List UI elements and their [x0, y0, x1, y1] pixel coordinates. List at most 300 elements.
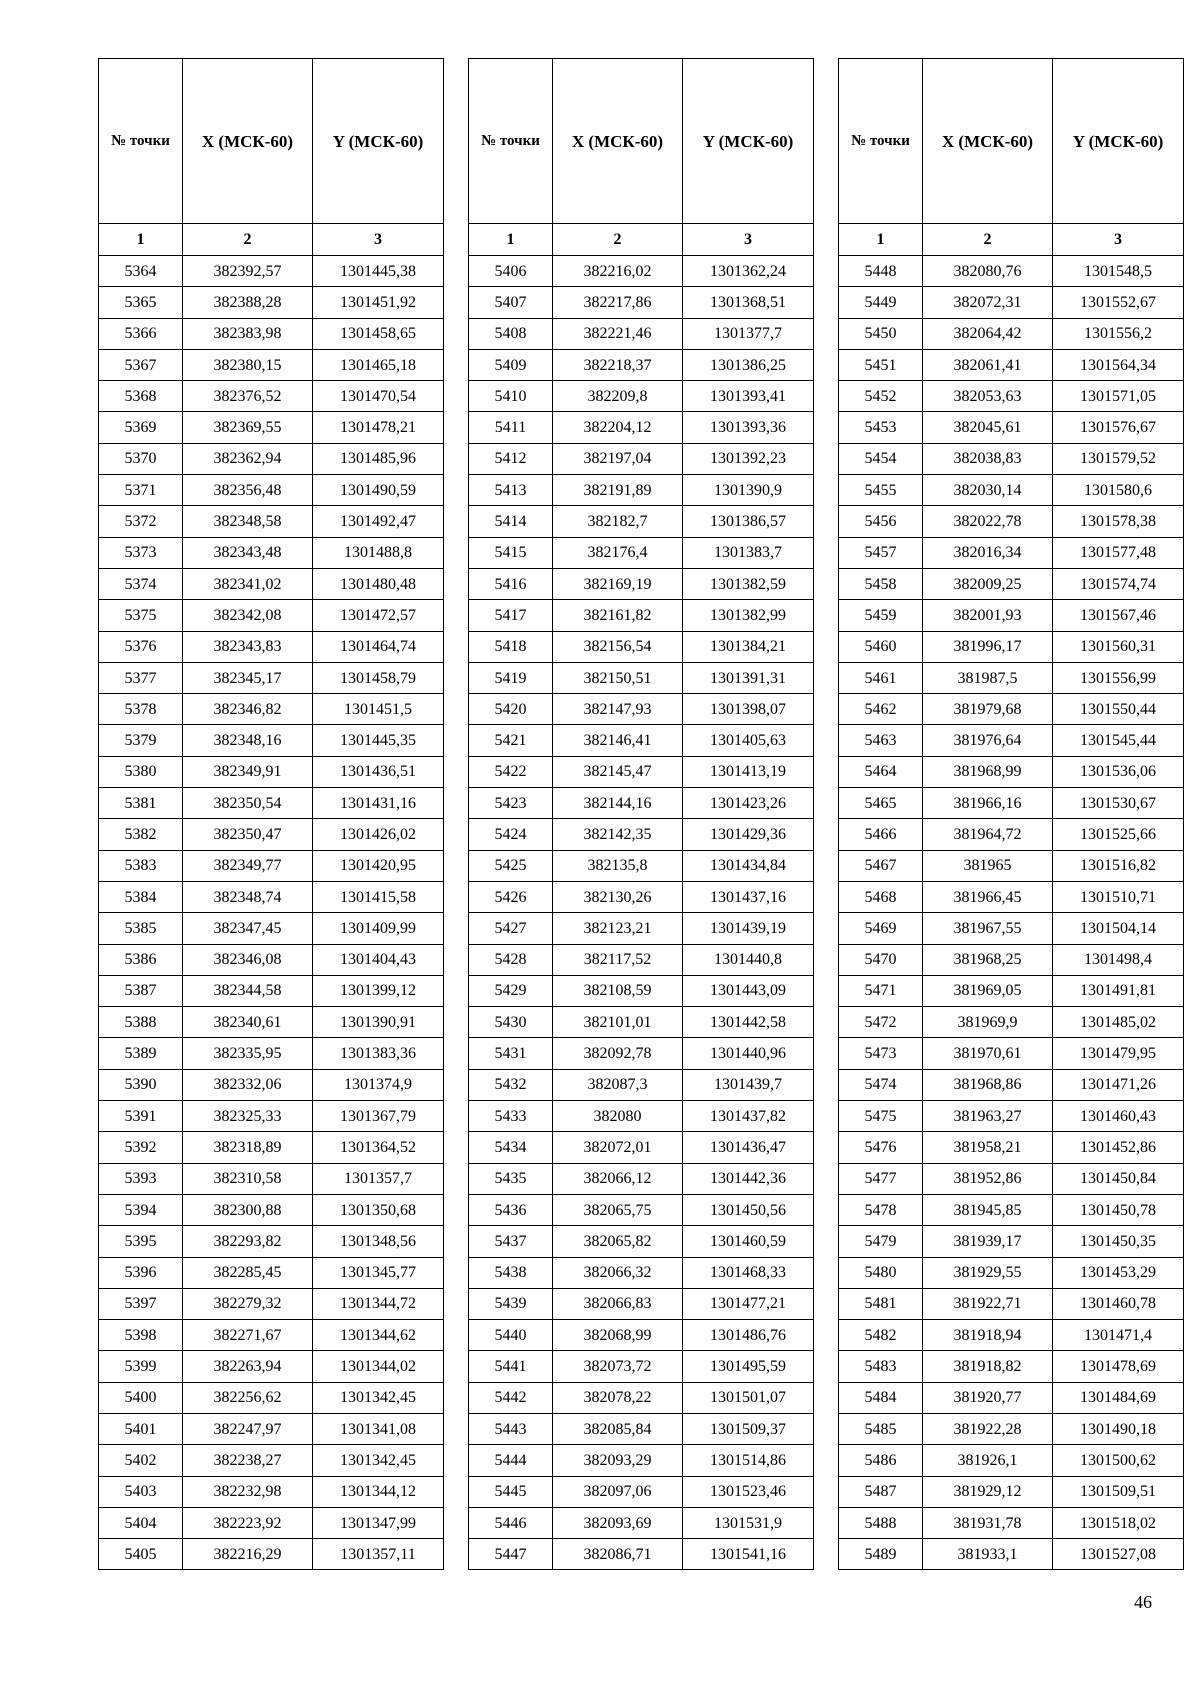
point-number-cell: 5489	[839, 1539, 923, 1570]
y-coordinate-cell: 1301525,66	[1053, 819, 1184, 850]
table-row	[99, 506, 444, 537]
column-number: 2	[553, 224, 683, 256]
y-coordinate-cell: 1301530,67	[1053, 788, 1184, 819]
x-coordinate-cell: 382344,58	[183, 975, 313, 1006]
y-coordinate-cell: 1301437,16	[683, 881, 814, 912]
point-number-cell: 5487	[839, 1476, 923, 1507]
x-coordinate-cell: 381939,17	[923, 1226, 1053, 1257]
y-coordinate-cell: 1301439,19	[683, 913, 814, 944]
x-coordinate-cell: 382086,71	[553, 1539, 683, 1570]
y-coordinate-cell: 1301465,18	[313, 349, 444, 380]
column-number: 1	[839, 224, 923, 256]
point-number-cell: 5389	[99, 1038, 183, 1069]
y-coordinate-cell: 1301377,7	[683, 318, 814, 349]
column-number: 1	[99, 224, 183, 256]
table-row	[839, 1320, 1184, 1351]
x-coordinate-cell: 382348,74	[183, 881, 313, 912]
header-y-coordinate: Y (МСК-60)	[1053, 59, 1184, 224]
x-coordinate-cell: 382348,16	[183, 725, 313, 756]
y-coordinate-cell: 1301450,35	[1053, 1226, 1184, 1257]
table-row	[839, 788, 1184, 819]
point-number-cell: 5387	[99, 975, 183, 1006]
x-coordinate-cell: 382065,75	[553, 1194, 683, 1225]
table-row	[469, 756, 814, 787]
table-row	[469, 788, 814, 819]
x-coordinate-cell: 382341,02	[183, 568, 313, 599]
y-coordinate-cell: 1301460,78	[1053, 1288, 1184, 1319]
x-coordinate-cell: 382072,01	[553, 1132, 683, 1163]
point-number-cell: 5461	[839, 662, 923, 693]
y-coordinate-cell: 1301491,81	[1053, 975, 1184, 1006]
point-number-cell: 5449	[839, 287, 923, 318]
point-number-cell: 5395	[99, 1226, 183, 1257]
header-y-coordinate: Y (МСК-60)	[683, 59, 814, 224]
y-coordinate-cell: 1301445,35	[313, 725, 444, 756]
table-row	[469, 944, 814, 975]
y-coordinate-cell: 1301552,67	[1053, 287, 1184, 318]
y-coordinate-cell: 1301390,91	[313, 1007, 444, 1038]
table-row	[469, 1507, 814, 1538]
y-coordinate-cell: 1301477,21	[683, 1288, 814, 1319]
y-coordinate-cell: 1301341,08	[313, 1413, 444, 1444]
y-coordinate-cell: 1301472,57	[313, 600, 444, 631]
table-row	[99, 662, 444, 693]
column-number-row	[839, 224, 1184, 256]
table-header-row	[839, 59, 1184, 224]
point-number-cell: 5414	[469, 506, 553, 537]
y-coordinate-cell: 1301576,67	[1053, 412, 1184, 443]
y-coordinate-cell: 1301390,9	[683, 475, 814, 506]
x-coordinate-cell: 381968,25	[923, 944, 1053, 975]
y-coordinate-cell: 1301471,4	[1053, 1320, 1184, 1351]
header-x-coordinate: X (МСК-60)	[923, 59, 1053, 224]
y-coordinate-cell: 1301450,56	[683, 1194, 814, 1225]
y-coordinate-cell: 1301391,31	[683, 662, 814, 693]
point-number-cell: 5452	[839, 381, 923, 412]
x-coordinate-cell: 381922,28	[923, 1413, 1053, 1444]
point-number-cell: 5418	[469, 631, 553, 662]
point-number-cell: 5425	[469, 850, 553, 881]
coordinates-table-2	[468, 58, 814, 1570]
y-coordinate-cell: 1301404,43	[313, 944, 444, 975]
y-coordinate-cell: 1301431,16	[313, 788, 444, 819]
header-y-coordinate: Y (МСК-60)	[313, 59, 444, 224]
point-number-cell: 5476	[839, 1132, 923, 1163]
x-coordinate-cell: 382053,63	[923, 381, 1053, 412]
table-row	[839, 412, 1184, 443]
table-row	[469, 1413, 814, 1444]
x-coordinate-cell: 382065,82	[553, 1226, 683, 1257]
y-coordinate-cell: 1301484,69	[1053, 1382, 1184, 1413]
y-coordinate-cell: 1301514,86	[683, 1445, 814, 1476]
point-number-cell: 5460	[839, 631, 923, 662]
table-row	[469, 1257, 814, 1288]
y-coordinate-cell: 1301567,46	[1053, 600, 1184, 631]
point-number-cell: 5488	[839, 1507, 923, 1538]
x-coordinate-cell: 382293,82	[183, 1226, 313, 1257]
x-coordinate-cell: 382135,8	[553, 850, 683, 881]
y-coordinate-cell: 1301344,12	[313, 1476, 444, 1507]
point-number-cell: 5467	[839, 850, 923, 881]
x-coordinate-cell: 382045,61	[923, 412, 1053, 443]
table-row	[469, 975, 814, 1006]
table-row	[469, 694, 814, 725]
x-coordinate-cell: 382340,61	[183, 1007, 313, 1038]
table-row	[99, 1445, 444, 1476]
point-number-cell: 5446	[469, 1507, 553, 1538]
point-number-cell: 5415	[469, 537, 553, 568]
point-number-cell: 5440	[469, 1320, 553, 1351]
y-coordinate-cell: 1301440,8	[683, 944, 814, 975]
header-point-number: № точки	[99, 59, 183, 224]
point-number-cell: 5383	[99, 850, 183, 881]
point-number-cell: 5456	[839, 506, 923, 537]
point-number-cell: 5382	[99, 819, 183, 850]
y-coordinate-cell: 1301342,45	[313, 1445, 444, 1476]
x-coordinate-cell: 382085,84	[553, 1413, 683, 1444]
x-coordinate-cell: 381970,61	[923, 1038, 1053, 1069]
x-coordinate-cell: 382061,41	[923, 349, 1053, 380]
y-coordinate-cell: 1301541,16	[683, 1539, 814, 1570]
point-number-cell: 5436	[469, 1194, 553, 1225]
x-coordinate-cell: 381987,5	[923, 662, 1053, 693]
table-row	[99, 318, 444, 349]
table-row	[839, 1101, 1184, 1132]
table-row	[839, 1507, 1184, 1538]
y-coordinate-cell: 1301509,37	[683, 1413, 814, 1444]
x-coordinate-cell: 382146,41	[553, 725, 683, 756]
table-header-row	[99, 59, 444, 224]
table-row	[839, 1476, 1184, 1507]
y-coordinate-cell: 1301453,29	[1053, 1257, 1184, 1288]
x-coordinate-cell: 382092,78	[553, 1038, 683, 1069]
table-header-row	[469, 59, 814, 224]
y-coordinate-cell: 1301426,02	[313, 819, 444, 850]
table-row	[469, 1101, 814, 1132]
y-coordinate-cell: 1301440,96	[683, 1038, 814, 1069]
point-number-cell: 5441	[469, 1351, 553, 1382]
table-row	[839, 913, 1184, 944]
x-coordinate-cell: 382332,06	[183, 1069, 313, 1100]
table-row	[839, 506, 1184, 537]
table-row	[839, 568, 1184, 599]
x-coordinate-cell: 382279,32	[183, 1288, 313, 1319]
table-row	[469, 1132, 814, 1163]
point-number-cell: 5369	[99, 412, 183, 443]
point-number-cell: 5453	[839, 412, 923, 443]
table-row	[469, 381, 814, 412]
point-number-cell: 5448	[839, 256, 923, 287]
table-row	[99, 443, 444, 474]
point-number-cell: 5443	[469, 1413, 553, 1444]
table-row	[99, 1413, 444, 1444]
y-coordinate-cell: 1301342,45	[313, 1382, 444, 1413]
y-coordinate-cell: 1301509,51	[1053, 1476, 1184, 1507]
x-coordinate-cell: 382080,76	[923, 256, 1053, 287]
y-coordinate-cell: 1301362,24	[683, 256, 814, 287]
y-coordinate-cell: 1301504,14	[1053, 913, 1184, 944]
x-coordinate-cell: 382176,4	[553, 537, 683, 568]
table-row	[469, 1194, 814, 1225]
table-row	[99, 1476, 444, 1507]
table-row	[469, 600, 814, 631]
table-row	[839, 349, 1184, 380]
point-number-cell: 5478	[839, 1194, 923, 1225]
x-coordinate-cell: 382335,95	[183, 1038, 313, 1069]
y-coordinate-cell: 1301464,74	[313, 631, 444, 662]
point-number-cell: 5447	[469, 1539, 553, 1570]
x-coordinate-cell: 382147,93	[553, 694, 683, 725]
x-coordinate-cell: 382197,04	[553, 443, 683, 474]
point-number-cell: 5398	[99, 1320, 183, 1351]
y-coordinate-cell: 1301560,31	[1053, 631, 1184, 662]
point-number-cell: 5397	[99, 1288, 183, 1319]
point-number-cell: 5458	[839, 568, 923, 599]
x-coordinate-cell: 382218,37	[553, 349, 683, 380]
table-row	[839, 1194, 1184, 1225]
point-number-cell: 5469	[839, 913, 923, 944]
x-coordinate-cell: 382097,06	[553, 1476, 683, 1507]
x-coordinate-cell: 382356,48	[183, 475, 313, 506]
y-coordinate-cell: 1301510,71	[1053, 881, 1184, 912]
y-coordinate-cell: 1301434,84	[683, 850, 814, 881]
point-number-cell: 5379	[99, 725, 183, 756]
x-coordinate-cell: 381969,05	[923, 975, 1053, 1006]
x-coordinate-cell: 382101,01	[553, 1007, 683, 1038]
point-number-cell: 5365	[99, 287, 183, 318]
point-number-cell: 5437	[469, 1226, 553, 1257]
x-coordinate-cell: 382300,88	[183, 1194, 313, 1225]
x-coordinate-cell: 382238,27	[183, 1445, 313, 1476]
header-point-number: № точки	[839, 59, 923, 224]
table-row	[99, 1101, 444, 1132]
y-coordinate-cell: 1301523,46	[683, 1476, 814, 1507]
y-coordinate-cell: 1301564,34	[1053, 349, 1184, 380]
table-row	[99, 1507, 444, 1538]
point-number-cell: 5413	[469, 475, 553, 506]
point-number-cell: 5474	[839, 1069, 923, 1100]
y-coordinate-cell: 1301458,79	[313, 662, 444, 693]
y-coordinate-cell: 1301442,36	[683, 1163, 814, 1194]
table-row	[469, 1351, 814, 1382]
x-coordinate-cell: 382016,34	[923, 537, 1053, 568]
x-coordinate-cell: 381952,86	[923, 1163, 1053, 1194]
point-number-cell: 5433	[469, 1101, 553, 1132]
y-coordinate-cell: 1301480,48	[313, 568, 444, 599]
y-coordinate-cell: 1301556,99	[1053, 662, 1184, 693]
y-coordinate-cell: 1301545,44	[1053, 725, 1184, 756]
x-coordinate-cell: 382156,54	[553, 631, 683, 662]
table-row	[469, 475, 814, 506]
point-number-cell: 5403	[99, 1476, 183, 1507]
x-coordinate-cell: 382383,98	[183, 318, 313, 349]
point-number-cell: 5422	[469, 756, 553, 787]
table-row	[469, 1069, 814, 1100]
table-row	[99, 975, 444, 1006]
y-coordinate-cell: 1301429,36	[683, 819, 814, 850]
point-number-cell: 5401	[99, 1413, 183, 1444]
x-coordinate-cell: 382362,94	[183, 443, 313, 474]
y-coordinate-cell: 1301490,18	[1053, 1413, 1184, 1444]
point-number-cell: 5368	[99, 381, 183, 412]
point-number-cell: 5451	[839, 349, 923, 380]
y-coordinate-cell: 1301345,77	[313, 1257, 444, 1288]
x-coordinate-cell: 382223,92	[183, 1507, 313, 1538]
point-number-cell: 5430	[469, 1007, 553, 1038]
column-number-row	[99, 224, 444, 256]
point-number-cell: 5386	[99, 944, 183, 975]
point-number-cell: 5372	[99, 506, 183, 537]
x-coordinate-cell: 382347,45	[183, 913, 313, 944]
y-coordinate-cell: 1301501,07	[683, 1382, 814, 1413]
table-row	[839, 694, 1184, 725]
point-number-cell: 5364	[99, 256, 183, 287]
y-coordinate-cell: 1301344,72	[313, 1288, 444, 1319]
x-coordinate-cell: 382068,99	[553, 1320, 683, 1351]
y-coordinate-cell: 1301374,9	[313, 1069, 444, 1100]
table-row	[839, 881, 1184, 912]
point-number-cell: 5477	[839, 1163, 923, 1194]
column-number: 2	[923, 224, 1053, 256]
table-row	[839, 756, 1184, 787]
table-row	[839, 975, 1184, 1006]
point-number-cell: 5445	[469, 1476, 553, 1507]
table-row	[99, 1257, 444, 1288]
table-row	[469, 1382, 814, 1413]
table-row	[469, 1226, 814, 1257]
point-number-cell: 5391	[99, 1101, 183, 1132]
point-number-cell: 5486	[839, 1445, 923, 1476]
page-number: 46	[1134, 1592, 1152, 1612]
x-coordinate-cell: 381929,55	[923, 1257, 1053, 1288]
table-row	[469, 725, 814, 756]
point-number-cell: 5432	[469, 1069, 553, 1100]
point-number-cell: 5394	[99, 1194, 183, 1225]
point-number-cell: 5470	[839, 944, 923, 975]
x-coordinate-cell: 382191,89	[553, 475, 683, 506]
x-coordinate-cell: 381964,72	[923, 819, 1053, 850]
table-row	[839, 475, 1184, 506]
x-coordinate-cell: 382117,52	[553, 944, 683, 975]
table-row	[99, 788, 444, 819]
point-number-cell: 5412	[469, 443, 553, 474]
point-number-cell: 5380	[99, 756, 183, 787]
x-coordinate-cell: 381931,78	[923, 1507, 1053, 1538]
y-coordinate-cell: 1301518,02	[1053, 1507, 1184, 1538]
x-coordinate-cell: 382064,42	[923, 318, 1053, 349]
point-number-cell: 5378	[99, 694, 183, 725]
table-row	[99, 913, 444, 944]
point-number-cell: 5410	[469, 381, 553, 412]
y-coordinate-cell: 1301485,02	[1053, 1007, 1184, 1038]
x-coordinate-cell: 382271,67	[183, 1320, 313, 1351]
table-row	[469, 349, 814, 380]
table-row	[469, 412, 814, 443]
x-coordinate-cell: 381958,21	[923, 1132, 1053, 1163]
y-coordinate-cell: 1301478,69	[1053, 1351, 1184, 1382]
table-row	[469, 443, 814, 474]
table-row	[839, 1351, 1184, 1382]
y-coordinate-cell: 1301498,4	[1053, 944, 1184, 975]
point-number-cell: 5471	[839, 975, 923, 1006]
y-coordinate-cell: 1301367,79	[313, 1101, 444, 1132]
table-row	[99, 694, 444, 725]
x-coordinate-cell: 382350,54	[183, 788, 313, 819]
y-coordinate-cell: 1301577,48	[1053, 537, 1184, 568]
x-coordinate-cell: 381933,1	[923, 1539, 1053, 1570]
x-coordinate-cell: 382256,62	[183, 1382, 313, 1413]
point-number-cell: 5438	[469, 1257, 553, 1288]
table-row	[99, 1069, 444, 1100]
point-number-cell: 5457	[839, 537, 923, 568]
table-row	[469, 850, 814, 881]
x-coordinate-cell: 382080	[553, 1101, 683, 1132]
y-coordinate-cell: 1301392,23	[683, 443, 814, 474]
y-coordinate-cell: 1301486,76	[683, 1320, 814, 1351]
y-coordinate-cell: 1301516,82	[1053, 850, 1184, 881]
y-coordinate-cell: 1301490,59	[313, 475, 444, 506]
point-number-cell: 5423	[469, 788, 553, 819]
x-coordinate-cell: 382145,47	[553, 756, 683, 787]
y-coordinate-cell: 1301451,92	[313, 287, 444, 318]
x-coordinate-cell: 381918,82	[923, 1351, 1053, 1382]
point-number-cell: 5480	[839, 1257, 923, 1288]
y-coordinate-cell: 1301500,62	[1053, 1445, 1184, 1476]
point-number-cell: 5462	[839, 694, 923, 725]
table-row	[839, 1007, 1184, 1038]
x-coordinate-cell: 381965	[923, 850, 1053, 881]
point-number-cell: 5400	[99, 1382, 183, 1413]
table-row	[99, 1382, 444, 1413]
table-row	[99, 568, 444, 599]
y-coordinate-cell: 1301382,59	[683, 568, 814, 599]
x-coordinate-cell: 382345,17	[183, 662, 313, 693]
point-number-cell: 5421	[469, 725, 553, 756]
point-number-cell: 5484	[839, 1382, 923, 1413]
x-coordinate-cell: 382022,78	[923, 506, 1053, 537]
point-number-cell: 5450	[839, 318, 923, 349]
point-number-cell: 5434	[469, 1132, 553, 1163]
x-coordinate-cell: 382343,48	[183, 537, 313, 568]
point-number-cell: 5485	[839, 1413, 923, 1444]
y-coordinate-cell: 1301527,08	[1053, 1539, 1184, 1570]
y-coordinate-cell: 1301347,99	[313, 1507, 444, 1538]
point-number-cell: 5390	[99, 1069, 183, 1100]
table-row	[99, 1226, 444, 1257]
y-coordinate-cell: 1301460,43	[1053, 1101, 1184, 1132]
point-number-cell: 5406	[469, 256, 553, 287]
table-row	[469, 1320, 814, 1351]
table-row	[99, 1163, 444, 1194]
point-number-cell: 5454	[839, 443, 923, 474]
x-coordinate-cell: 382216,29	[183, 1539, 313, 1570]
point-number-cell: 5473	[839, 1038, 923, 1069]
x-coordinate-cell: 382376,52	[183, 381, 313, 412]
y-coordinate-cell: 1301470,54	[313, 381, 444, 412]
x-coordinate-cell: 381963,27	[923, 1101, 1053, 1132]
table-row	[839, 1069, 1184, 1100]
table-row	[99, 1007, 444, 1038]
point-number-cell: 5404	[99, 1507, 183, 1538]
table-row	[839, 1038, 1184, 1069]
x-coordinate-cell: 381968,99	[923, 756, 1053, 787]
point-number-cell: 5409	[469, 349, 553, 380]
point-number-cell: 5420	[469, 694, 553, 725]
table-row	[839, 256, 1184, 287]
table-row	[99, 600, 444, 631]
table-row	[469, 287, 814, 318]
column-number: 1	[469, 224, 553, 256]
